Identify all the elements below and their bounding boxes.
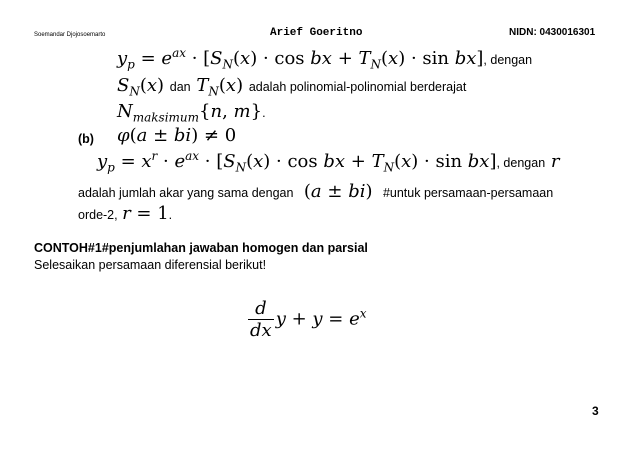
r-equals-one: r = 1: [122, 203, 169, 224]
polynomial-definition-line: $S_N(x)$ dan $T_N(x)$ adalah polinomial-polinomial berderajat: [117, 75, 467, 99]
example-title: CONTOH#1#penjumlahan jawaban homogen dan parsial: [34, 241, 368, 255]
root-multiplicity-text: adalah jumlah akar yang sama dengan: [78, 186, 294, 200]
degree-expression: $N_{maksimum}\{n$, m}.: [117, 101, 266, 125]
polynomial-description: adalah polinomial-polinomial berderajat: [248, 80, 467, 94]
root-multiplicity-line: [78, 181, 553, 202]
equation-yp-case-b: $y_p = x^r \cdot e^{ax} \cdot [S_N(x) \cdot \cos$ bx + $T_N(x) \cdot \sin bx$], dengan r: [97, 149, 560, 175]
root-expression: (a ± bi): [303, 181, 373, 202]
derivative-fraction: $\frac{d}{dx}$: [250, 298, 272, 341]
equation-suffix: , dengan: [483, 53, 533, 67]
header-nidn: NIDN: 0430016301: [509, 27, 596, 38]
condition-phi: φ(a ± bi) ≠ 0: [117, 125, 237, 146]
order-line: [78, 203, 172, 224]
case-b-label: (b): [78, 132, 94, 146]
differential-equation: $\frac{d}{dx}$ $y + y = e^x$: [250, 298, 367, 341]
order-text: orde-2,: [78, 208, 118, 222]
equation-suffix-b: , dengan: [496, 156, 546, 170]
header-author-left: Soemandar Djojosoemarto: [34, 32, 106, 38]
page-number: 3: [592, 404, 599, 418]
order-period: .: [168, 208, 173, 222]
header-author-center: Arief Goeritno: [270, 27, 363, 39]
second-order-note: #untuk persamaan-persamaan: [382, 186, 554, 200]
conjunction-dan: dan: [169, 80, 191, 94]
example-instruction: Selesaikan persamaan diferensial berikut!: [34, 258, 267, 272]
sentence-period: .: [262, 106, 266, 120]
equation-yp-case-a: $y_p = e^{ax} \cdot [S_N(x) \cdot \cos$ bx + $T_N(x) \cdot \sin bx$], dengan: [117, 46, 533, 72]
